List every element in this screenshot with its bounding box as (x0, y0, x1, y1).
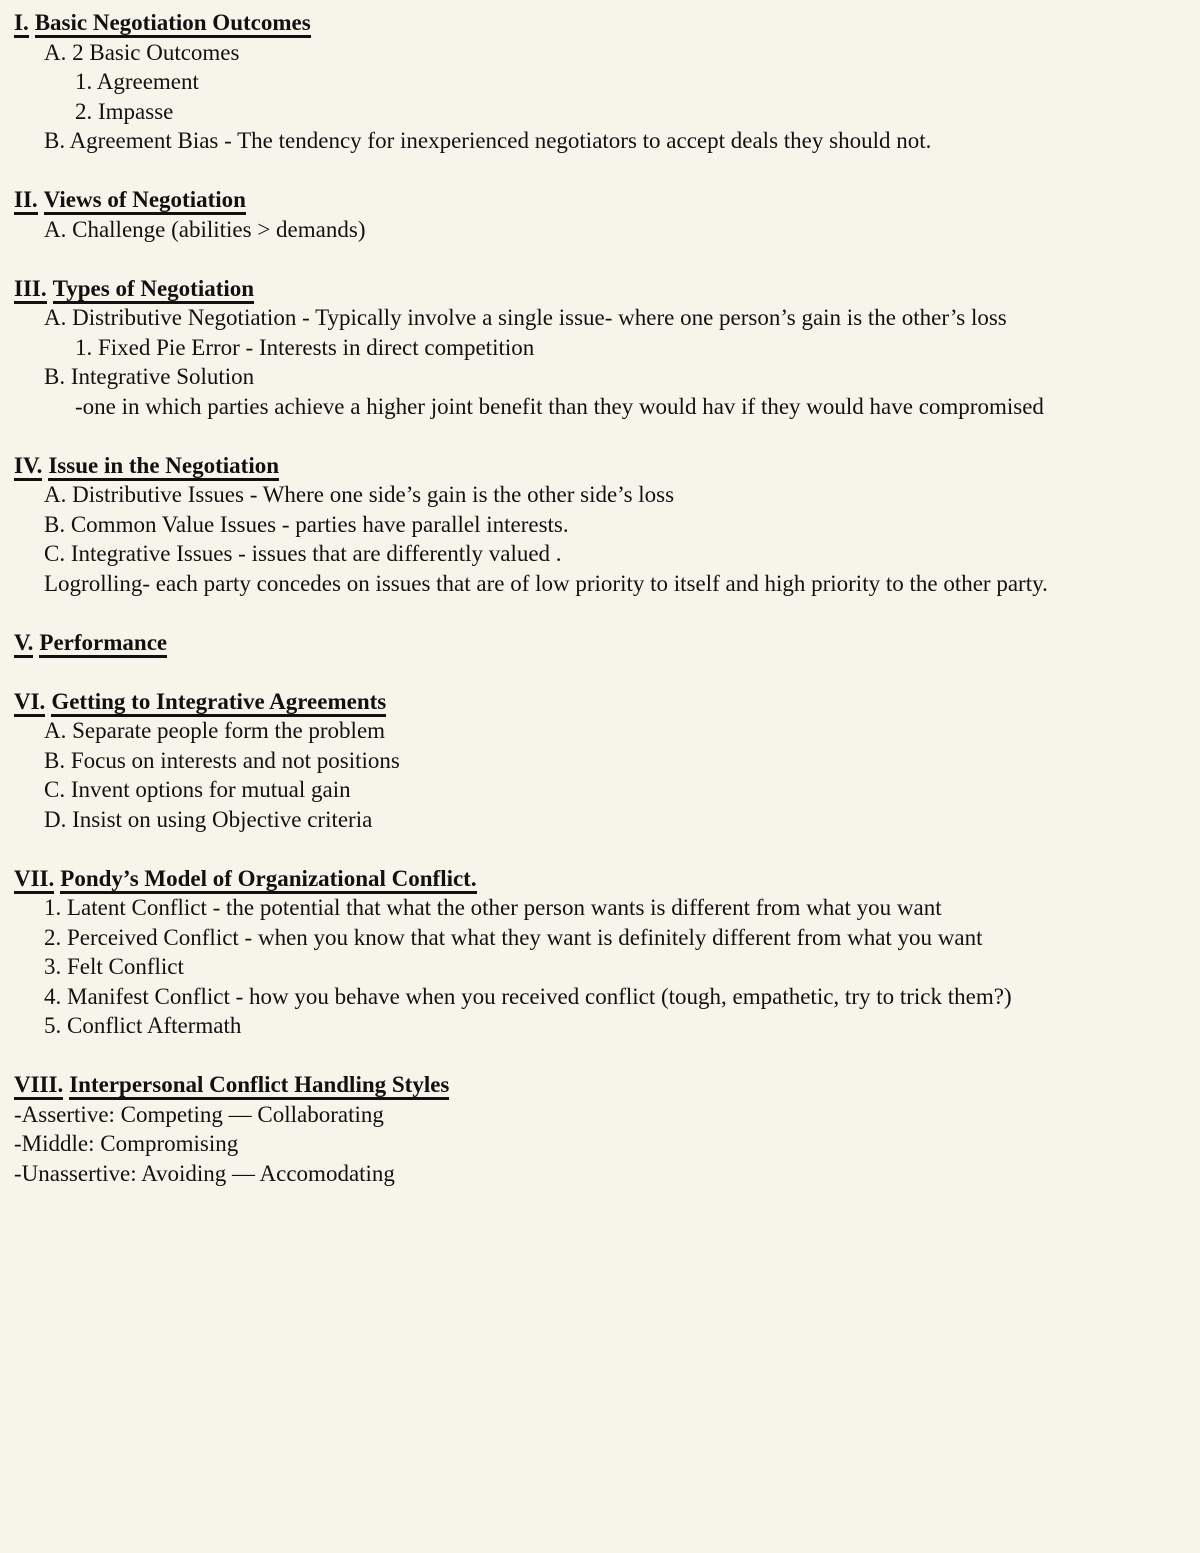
section-heading (14, 687, 1194, 717)
outline-item: 3. Felt Conflict (44, 954, 184, 979)
outline-item: A. Distributive Issues - Where one side’s gain is the other side’s loss (44, 482, 675, 507)
section-heading (14, 8, 1194, 38)
section-heading (14, 451, 1194, 481)
section-title: Pondy’s Model of Organizational Conflict. (60, 866, 476, 894)
blank-line (14, 834, 1194, 864)
section-heading (14, 864, 1194, 894)
outline-item: 5. Conflict Aftermath (44, 1013, 242, 1038)
section-title: Interpersonal Conflict Handling Styles (69, 1072, 449, 1100)
outline-item: C. Invent options for mutual gain (44, 777, 351, 802)
blank-line (14, 156, 1194, 186)
outline-item: C. Integrative Issues - issues that are differently valued . (44, 541, 562, 566)
outline-item: 2. Impasse (75, 98, 174, 124)
outline-item: 1. Fixed Pie Error - Interests in direct competition (75, 334, 535, 360)
blank-line (14, 657, 1194, 687)
outline-item: 1. Latent Conflict - the potential that what the other person wants is different from what you want (44, 895, 942, 920)
section-title: Views of Negotiation (44, 187, 246, 215)
outline-item: A. 2 Basic Outcomes (44, 39, 240, 65)
outline-item: D. Insist on using Objective criteria (44, 806, 373, 832)
outline-item: B. Common Value Issues - parties have parallel interests. (44, 511, 569, 537)
section-number: III. (14, 276, 47, 304)
section-heading (14, 628, 1194, 658)
outline-item: 2. Perceived Conflict - when you know that what they want is definitely different from what you want (44, 924, 983, 950)
section-number: V. (14, 630, 33, 658)
outline-item: -one in which parties achieve a higher joint benefit than they would hav if they would have compromised (75, 393, 1044, 419)
section-title: Performance (39, 630, 167, 658)
blank-line (14, 1041, 1194, 1071)
outline-item: B. Integrative Solution (44, 364, 255, 389)
section-title: Getting to Integrative Agreements (51, 689, 386, 717)
blank-line (14, 421, 1194, 451)
outline-item: -Assertive: Competing — Collaborating (14, 1101, 384, 1127)
section-number: I. (14, 10, 29, 38)
section-number: II. (14, 187, 38, 215)
outline-item: B. Agreement Bias - The tendency for inexperienced negotiators to accept deals they should not. (44, 128, 932, 153)
outline-item: 4. Manifest Conflict - how you behave when you received conflict (tough, empathetic, try to trick them?) (44, 983, 1012, 1009)
document-body (14, 8, 1194, 1188)
outline-item: A. Separate people form the problem (44, 718, 386, 743)
outline-item: -Middle: Compromising (14, 1131, 239, 1156)
section-number: IV. (14, 453, 42, 481)
outline-item: A. Challenge (abilities > demands) (44, 216, 366, 242)
blank-line (14, 598, 1194, 628)
outline-item: A. Distributive Negotiation - Typically involve a single issue- where one person’s gain is the other’s loss (44, 305, 1007, 330)
section-heading (14, 1070, 1194, 1100)
outline-item: B. Focus on interests and not positions (44, 747, 400, 773)
section-heading (14, 185, 1194, 215)
section-heading (14, 274, 1194, 304)
outline-item: 1. Agreement (75, 69, 199, 94)
blank-line (14, 244, 1194, 274)
section-title: Types of Negotiation (53, 276, 254, 304)
section-number: VI. (14, 689, 45, 717)
section-title: Basic Negotiation Outcomes (35, 10, 311, 38)
outline-item: -Unassertive: Avoiding — Accomodating (14, 1160, 395, 1186)
section-title: Issue in the Negotiation (48, 453, 279, 481)
section-number: VIII. (14, 1072, 63, 1100)
section-number: VII. (14, 866, 54, 894)
outline-item: Logrolling- each party concedes on issues that are of low priority to itself and high priority to the other party. (44, 570, 1048, 596)
